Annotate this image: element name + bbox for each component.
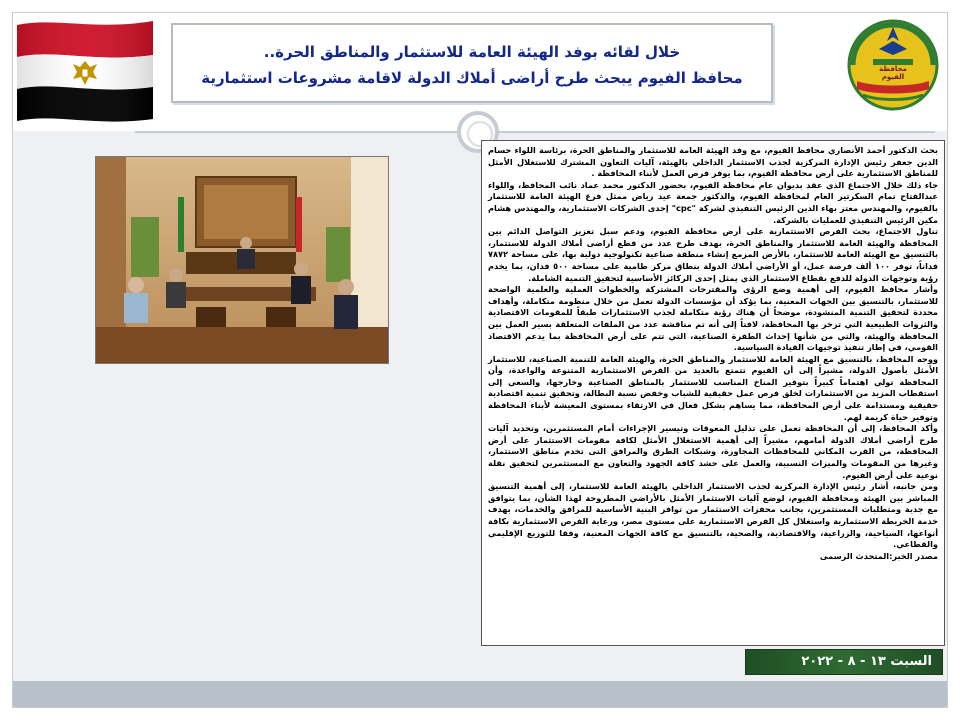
article-paragraph: تناول الاجتماع، بحث الفرص الاستثمارية على أرض محافظة الفيوم، ودعم سبل تعزيز التواصل الدائم بين المحافظة والهيئة العامة للاستثمار والمناطق الحرة، بهدف طرح عدد من قطع أراضى أملاك الدولة للاستثمار، بالتنسيق مع الهيئة العامة للاستثمار، بالأرض المزمع إنشاء منطقة صناعية تكنولوجية دولية بها، على مساحة ٧٨٧٢ فداناً، توفر ١٠٠ ألف فرصة عمل، أو الأراضي أملاك الدولة بنطاق مركز طامية على مساحة ٥٠٠ فدان، بما يخدم رؤية وتوجهات الدولة للدفع بقطاع الاستثمار الذي يمثل إحدى الركائز الأساسية لتحقيق التنمية الشاملة. [488,226,938,283]
logo-caption: محافظة الفيوم [879,65,907,81]
article-body [481,140,945,646]
date-label: السبت ١٣ - ٨ - ٢٠٢٢ [801,654,932,669]
egypt-flag-icon [15,17,165,127]
header-divider [135,131,935,133]
headline-line-2: محافظ الفيوم يبحث طرح أراضى أملاك الدولة لاقامة مشروعات استثمارية [201,69,743,87]
article-paragraph: وأشار محافظ الفيوم، إلى أهمية وضع الرؤى والمقترحات المشتركة والخطوات العملية والعلمية الواضحة للاستثمار، بالتنسيق بين الجهات المعنية، بما يؤكد أن مؤسسات الدولة تعمل من خلال منظومة متكاملة، وأهداف محددة لتحقيق التنمية المنشودة، موضحاً أن هناك رؤية متكاملة لجذب الاستثمارات طبقاً للمقومات الاقتصادية والثروات الطبيعية التي تزخر بها المحافظة، لافتاً إلى أنه تم مناقشة عدد من الملفات المتعلقة بسير العمل بين المحافظة والهيئة، والتي من شأنها إحداث الطفرة الصناعية، التي تتم على أرض المحافظة بما يدعم الاقتصاد القومي، في إطار تنفيذ توجيهات القيادة السياسية. [488,284,938,353]
fayoum-governorate-logo-icon [843,15,943,115]
footer-strip [13,681,947,707]
headline-box [171,23,773,103]
headline-line-1: خلال لقائه بوفد الهيئة العامة للاستثمار والمناطق الحرة.. [263,43,681,61]
article-paragraph: جاء ذلك خلال الاجتماع الذي عقد بديوان عام محافظة الفيوم، بحضور الدكتور محمد عماد نائب المحافظ، واللواء عبدالفتاح تمام السكرتير العام لمحافظة الفيوم، والدكتور جمعة عيد رياض ممثل فرع الهيئة العامة للاستثمار بالفيوم، والمهندس معتز بهاء الدين الرئيس التنفيذي لشركة "cpc" إحدى الشركات الاستثمارية، والمهندس هشام مكين الرئيس التنفيذي للعمليات بالشركة. [488,179,938,225]
meeting-photo [95,156,389,364]
article-paragraph: بحث الدكتور أحمد الأنصاري محافظ الفيوم، مع وفد الهيئة العامة للاستثمار والمناطق الحرة، برئاسة اللواء حسام الدين جعفر رئيس الإدارة المركزية لجذب الاستثمار الداخلي بالهيئة، آليات التعاون المشترك للاستغلال الأمثل للمناطق الاستثمارية على أرض محافظة الفيوم، بما يوفر فرص العمل لأبناء المحافظة . [488,145,938,179]
article-paragraph: وأكد المحافظ، إلى أن المحافظة تعمل على تذليل المعوقات وتيسير الإجراءات أمام المستثمرين، وتحديد آليات طرح أراضي أملاك الدولة أمامهم، مشيراً إلى أهمية الاستغلال الأمثل لكافة مقومات الاستثمار على أرض المحافظة، من القرب المكاني للمحافظات المجاورة، وشبكات الطرق والمرافق التى تخدم مناطق الاستثمار، وغيرها من المقومات والميزات النسبية، والعمل على حشد كافة الجهود والتعاون مع المستثمرين لتحقيق نقلة نوعية على أرض الفيوم. [488,423,938,480]
article-source: مصدر الخبر:المتحدث الرسمى [819,550,938,561]
article-paragraph: ومن جانبه، أشار رئيس الإدارة المركزية لجذب الاستثمار الداخلي بالهيئة العامة للاستثمار، إلى أهمية التنسيق المباشر بين الهيئة ومحافظة الفيوم، لوضع آليات الاستثمار الأمثل بالأراضي المطروحة لهذا الشأن، بما يتوافق مع جدية ومتطلبات المستثمرين، بجانب محفزات الاستثمار من توافر البنية الأساسية للمرافق والخدمات، بهدف خدمة الخريطة الاستثمارية واستغلال كل الفرص الاستثمارية على مستوى مصر، ورعاية الفرص الاستثمارية بكافة أنواعها، السياحية، والزراعية، والاقتصادية، والصحية، بالتنسيق مع كافة الجهات المعنية، وفقا للتوزيع الإقليمي والقطاعي. [488,481,938,550]
page-frame [12,12,948,708]
date-bar [745,649,943,675]
article-paragraph: ووجه المحافظ، بالتنسيق مع الهيئة العامة للاستثمار والمناطق الحرة، والهيئة العامة للتنمية الصناعية، للاستثمار الأمثل بأصول الدولة، مشيراً إلى أن الفيوم تتمتع بالعديد من الفرص الاستثمارية المتنوعة والواعدة، وأن المحافظة تولي اهتماماً كبيراً بتوفير المناخ المناسب للاستثمار بالمناطق الصناعية وخارجها، والسعي إلى استقطاب المزيد من الاستثمارات لخلق فرص عمل حقيقية للشباب وخفض نسبة البطالة، وتحقيق تنمية اقتصادية حقيقية ومستدامة على أرض المحافظة، مما يساهم بشكل فعال في الارتقاء بمستوى المعيشة لأبناء المحافظة وتوفير حياة كريمة لهم. [488,353,938,422]
